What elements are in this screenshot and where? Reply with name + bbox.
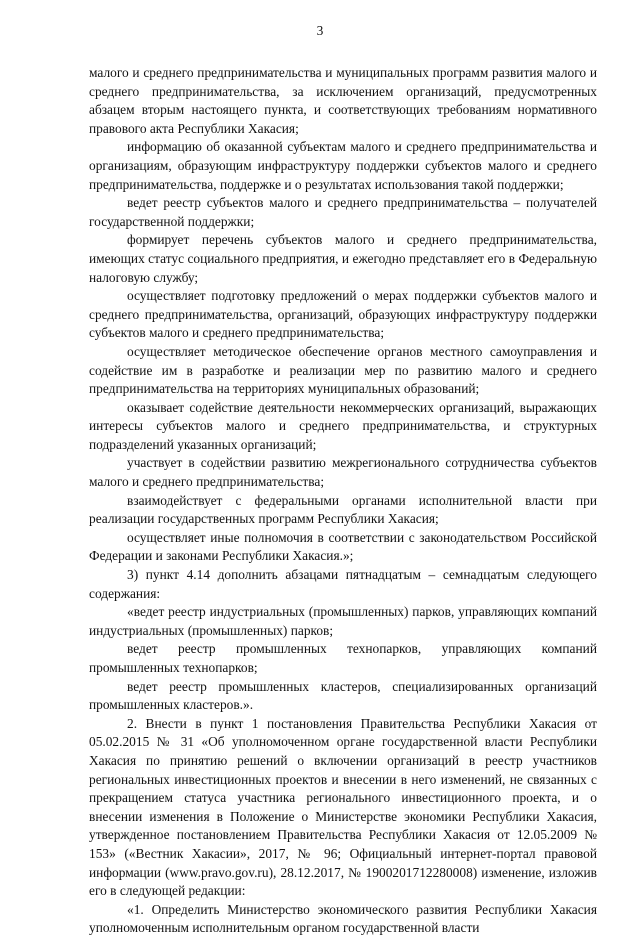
- paragraph: ведет реестр субъектов малого и среднего предпринимательства – получателей государственной поддержки;: [89, 195, 597, 229]
- page-number: 3: [316, 23, 324, 38]
- paragraph: участвует в содействии развитию межрегионального сотрудничества субъектов малого и среднего предпринимательства;: [89, 455, 597, 490]
- paragraph: ведет реестр промышленных кластеров, специализированных организаций промышленных кластеров.».: [89, 678, 597, 713]
- paragraph: «ведет реестр индустриальных (промышленных) парков, управляющих компаний индустриальных (промышленных) парков;: [89, 604, 597, 638]
- paragraph: осуществляет иные полномочия в соответствии с законодательством Российской Федерации и законами Республики Хакасия.»;: [89, 529, 597, 564]
- paragraph: осуществляет подготовку предложений о мерах поддержки субъектов малого и среднего предпринимательства, организаций, образующих инфраструктуру поддержки субъектов малого и среднего предпринимательства;: [89, 288, 597, 341]
- paragraph: оказывает содействие деятельности некоммерческих организаций, выражающих интересы субъектов малого и среднего предпринимательства, и структурных подразделений указанных организаций;: [89, 399, 597, 452]
- paragraph: осуществляет методическое обеспечение органов местного самоуправления и содействие им в разработке и реализации мер по развитию малого и среднего предпринимательства на территориях муниципальных образований;: [89, 343, 597, 397]
- paragraph: ведет реестр промышленных технопарков, управляющих компаний промышленных технопарков;: [89, 641, 597, 675]
- paragraph: 2. Внести в пункт 1 постановления Правительства Республики Хакасия от 05.02.2015 № 31 «Об уполномоченном органе государственной власти Республики Хакасия по принятию решений о включении организаций в реестр участников региональных инвестиционных проектов и внесении в него изменений, не связанных с прекращением статуса участника регионального инвестиционного проекта, и о внесении изменения в Положение о Министерстве экономики Республики Хакасия, утвержденное постановлением Правительства Республики Хакасия от 12.05.2009 № 153» («Вестник Хакасии», 2017, № 96; Официальный интернет-портал правовой информации (www.pravo.gov.ru), 28.12.2017, № 1900201712280008) изменение, изложив его в следующей редакции:: [89, 715, 597, 899]
- paragraph: 3) пункт 4.14 дополнить абзацами пятнадцатым – семнадцатым следующего содержания:: [89, 567, 597, 601]
- paragraph: формирует перечень субъектов малого и среднего предпринимательства, имеющих статус социального предприятия, и ежегодно представляет его в Федеральную налоговую службу;: [89, 232, 597, 285]
- paragraph: «1. Определить Министерство экономического развития Республики Хакасия уполномоченным исполнительным органом государственной власти: [89, 901, 597, 936]
- paragraph: информацию об оказанной субъектам малого и среднего предпринимательства и организациям, образующим инфраструктуру поддержки субъектов малого и среднего предпринимательства, поддержке и о результатах использования такой поддержки;: [89, 139, 597, 192]
- paragraph: взаимодействует с федеральными органами исполнительной власти при реализации государственных программ Республики Хакасия;: [89, 492, 597, 527]
- paragraph: малого и среднего предпринимательства и муниципальных программ развития малого и среднего предпринимательства, за исключением организаций, предусмотренных абзацем вторым настоящего пункта, и соответствующих требованиям нормативного правового акта Республики Хакасия;: [89, 65, 597, 136]
- document-body: [89, 64, 597, 938]
